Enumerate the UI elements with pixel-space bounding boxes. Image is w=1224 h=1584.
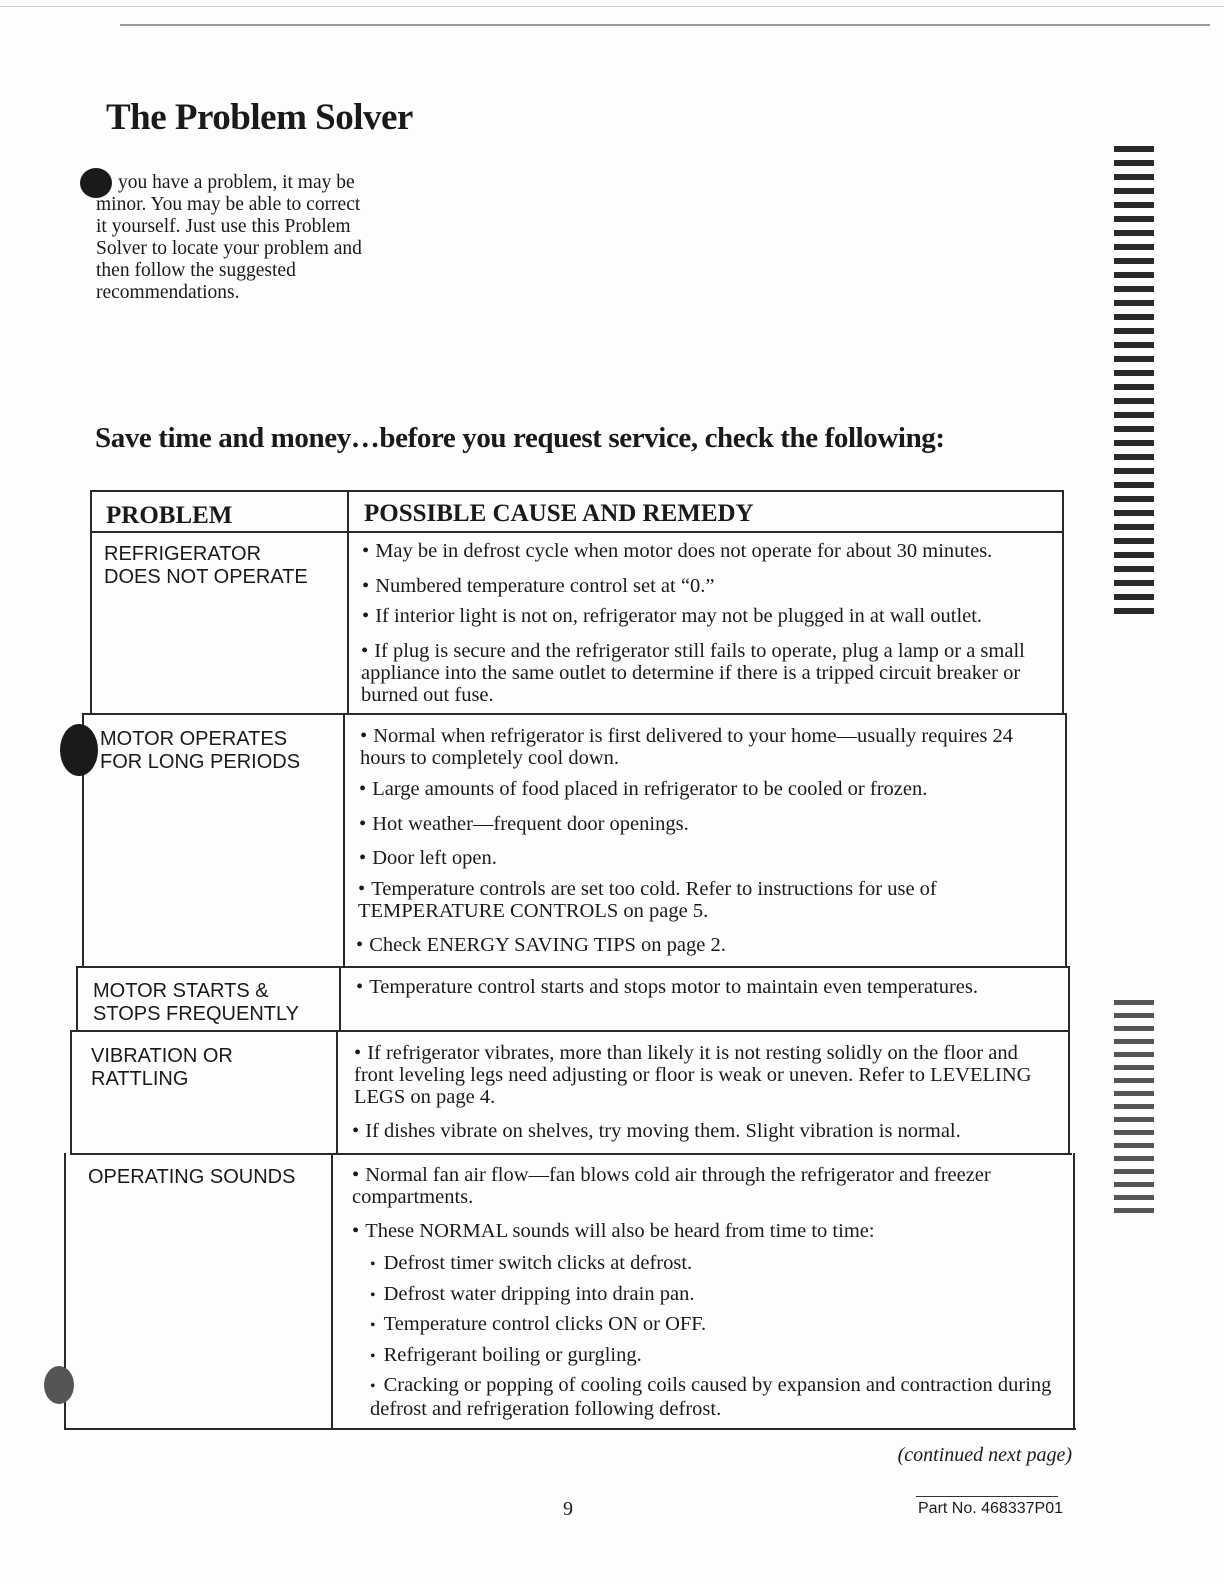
- table-border-right: [1065, 713, 1067, 967]
- scan-edge-artifact: [1114, 1000, 1154, 1220]
- table-rule: [72, 1030, 1070, 1032]
- table-rule: [76, 966, 1070, 968]
- punch-hole-mark-middle: [60, 724, 98, 776]
- problem-motor-operates-long: MOTOR OPERATES FOR LONG PERIODS: [100, 728, 301, 773]
- intro-line: minor. You may be able to correct: [96, 194, 361, 215]
- page-number: 9: [563, 1498, 573, 1520]
- remedy-item: • Numbered temperature control set at “0.”: [362, 575, 1052, 597]
- problem-refrigerator-does-not-operate: REFRIGERATOR DOES NOT OPERATE: [104, 543, 308, 588]
- remedy-item: • Check ENERGY SAVING TIPS on page 2.: [356, 934, 1046, 956]
- remedy-item: • If interior light is not on, refrigerator may not be plugged in at wall outlet.: [362, 605, 1052, 627]
- scan-edge-line: [0, 6, 1224, 7]
- remedy-item: • Large amounts of food placed in refrigerator to be cooled or frozen.: [359, 778, 1049, 800]
- normal-sound-item: • Cracking or popping of cooling coils caused by expansion and contraction during defrost and refrigeration following defrost.: [370, 1374, 1070, 1420]
- continued-note: (continued next page): [897, 1444, 1072, 1466]
- column-header-problem: PROBLEM: [106, 502, 233, 529]
- table-border-left: [70, 1030, 72, 1154]
- table-column-divider: [336, 1030, 338, 1154]
- remedy-item: • Hot weather—frequent door openings.: [359, 813, 1049, 835]
- remedy-item: • If refrigerator vibrates, more than likely it is not resting solidly on the floor and front leveling legs need adjusting or floor is weak or uneven. Refer to LEVELING LEGS on page 4.: [354, 1042, 1054, 1108]
- normal-sound-item: • Defrost timer switch clicks at defrost.: [370, 1252, 1060, 1276]
- remedy-item: • If dishes vibrate on shelves, try moving them. Slight vibration is normal.: [352, 1120, 1052, 1142]
- column-header-remedy: POSSIBLE CAUSE AND REMEDY: [364, 500, 754, 527]
- scan-edge-artifact: [1114, 146, 1154, 616]
- remedy-item: • Normal when refrigerator is first delivered to your home—usually requires 24 hours to completely cool down.: [360, 725, 1050, 769]
- table-border-left: [76, 966, 78, 1031]
- remedy-item: • These NORMAL sounds will also be heard from time to time:: [352, 1220, 1062, 1242]
- table-column-divider: [343, 713, 345, 967]
- intro-line: it yourself. Just use this Problem: [96, 216, 351, 237]
- table-border-left: [90, 490, 92, 714]
- table-rule-bottom: [64, 1428, 1076, 1430]
- table-column-divider: [347, 490, 349, 714]
- table-column-divider: [331, 1153, 333, 1429]
- remedy-item: • Door left open.: [359, 847, 1049, 869]
- problem-motor-starts-stops: MOTOR STARTS & STOPS FREQUENTLY: [93, 980, 299, 1025]
- part-number: Part No. 468337P01: [918, 1500, 1063, 1517]
- intro-line: you have a problem, it may be: [118, 172, 355, 193]
- remedy-item: • If plug is secure and the refrigerator still fails to operate, plug a lamp or a small appliance into the same outlet to determine if there is a tripped circuit breaker or burned out fuse.: [361, 640, 1041, 706]
- table-rule-header: [90, 531, 1064, 533]
- table-rule: [70, 1153, 1072, 1155]
- normal-sound-item: • Defrost water dripping into drain pan.: [370, 1283, 1060, 1307]
- intro-line: recommendations.: [96, 282, 240, 303]
- remedy-item: • Normal fan air flow—fan blows cold air through the refrigerator and freezer compartments.: [352, 1164, 1062, 1208]
- section-subheading: Save time and money…before you request service, check the following:: [95, 422, 945, 454]
- remedy-item: • Temperature controls are set too cold. Refer to instructions for use of TEMPERATURE CONTROLS on page 5.: [358, 878, 1048, 922]
- table-border-right: [1062, 490, 1064, 714]
- remedy-item: • May be in defrost cycle when motor does not operate for about 30 minutes.: [362, 540, 1052, 562]
- problem-operating-sounds: OPERATING SOUNDS: [88, 1166, 296, 1188]
- table-column-divider: [339, 966, 341, 1031]
- top-rule: [120, 24, 1210, 26]
- intro-line: then follow the suggested: [96, 260, 296, 281]
- problem-vibration-rattling: VIBRATION OR RATTLING: [91, 1045, 233, 1090]
- part-number-rule: [916, 1496, 1058, 1497]
- remedy-item: • Temperature control starts and stops motor to maintain even temperatures.: [356, 976, 1056, 998]
- table-border-right: [1068, 966, 1070, 1154]
- page-title: The Problem Solver: [106, 97, 413, 138]
- table-rule: [82, 713, 1066, 715]
- table-rule-top: [90, 490, 1064, 492]
- intro-paragraph: [96, 172, 416, 304]
- intro-line: Solver to locate your problem and: [96, 238, 362, 259]
- table-border-right: [1073, 1153, 1075, 1429]
- punch-hole-mark-bottom: [44, 1366, 74, 1404]
- normal-sound-item: • Temperature control clicks ON or OFF.: [370, 1313, 1060, 1337]
- normal-sound-item: • Refrigerant boiling or gurgling.: [370, 1344, 1060, 1368]
